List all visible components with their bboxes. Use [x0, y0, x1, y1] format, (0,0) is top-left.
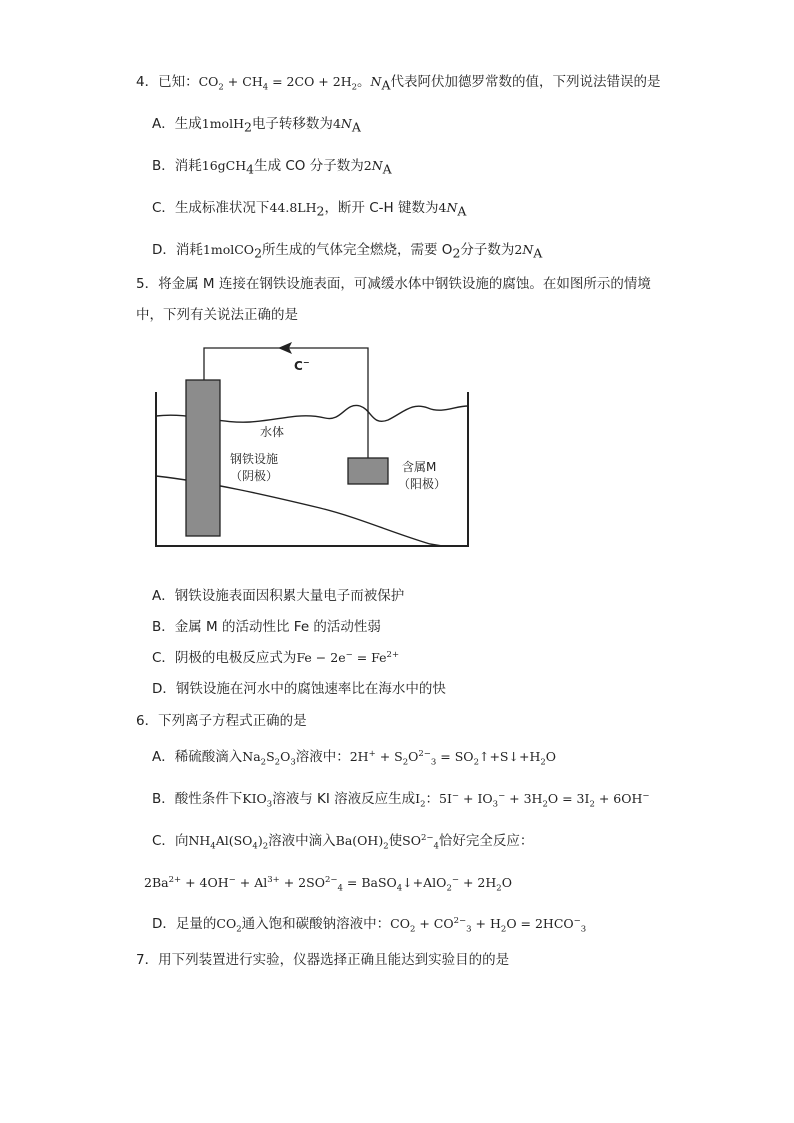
q5-option-b: B．金属 M 的活动性比 Fe 的活动性弱: [152, 619, 381, 635]
q4-option-b: B．消耗16gCH$_4$生成 CO 分子数为$2N_A$: [152, 158, 392, 177]
q6-option-d: D．足量的$CO_2$通入饱和碳酸钠溶液中：$CO_2 + CO^{2-}_3 + H_2O = 2HCO^-_3$: [152, 915, 587, 935]
q4-stem: 4．已知：$CO_2 + CH_4 = 2CO + 2H_2$。$N_A$代表阿伏加德罗常数的值，下列说法错误的是: [136, 74, 661, 93]
water-label: 水体: [260, 425, 285, 439]
q4-option-c: C．生成标准状况下$44.8LH_2$，断开 C-H 键数为$4N_A$: [152, 200, 467, 219]
q5-option-d: D．钢铁设施在河水中的腐蚀速率比在海水中的快: [152, 681, 446, 697]
q7-stem: 7．用下列装置进行实验，仪器选择正确且能达到实验目的的是: [136, 952, 510, 968]
connecting-wire: [204, 348, 368, 458]
metal-label: 含属M: [402, 460, 437, 474]
arrow-label: C−: [294, 358, 310, 373]
q4-option-a: A．生成1molH$_2$电子转移数为$4N_A$: [152, 116, 361, 135]
q6-option-a: A．稀硫酸滴入$Na_2S_2O_3$溶液中：$2H^+ + S_2O^{2-}_3$ = $SO_2↑+S↓+H_2O$: [152, 748, 557, 768]
metal-m-electrode: [348, 458, 388, 484]
q6-option-c: C．向$NH_4Al(SO_4)_2$溶液中滴入$Ba(OH)_2$使$SO^{2-}_4$恰好完全反应：: [152, 832, 534, 852]
metal-sub-label: （阳极）: [398, 477, 447, 491]
q5-option-c: C．阴极的电极反应式为$Fe - 2e^- = Fe^{2+}$: [152, 649, 400, 666]
q5-option-a: A．钢铁设施表面因积累大量电子而被保护: [152, 588, 405, 604]
steel-sub-label: （阴极）: [230, 469, 279, 483]
q5-stem-line2: 中，下列有关说法正确的是: [136, 307, 298, 323]
q6-option-b: B．酸性条件下$KIO_3$溶液与 KI 溶液反应生成$I_2$：$5I^- + IO_3^- + 3H_2O = 3I_2 + 6OH^-$: [152, 790, 650, 810]
corrosion-diagram: [150, 336, 480, 556]
q4-option-d: D．消耗1molCO$_2$所生成的气体完全燃烧，需要 $O_2$分子数为$2N_A$: [152, 242, 543, 261]
steel-label: 钢铁设施: [230, 452, 279, 466]
steel-electrode: [186, 380, 220, 536]
q5-stem-line1: 5．将金属 M 连接在钢铁设施表面，可减缓水体中钢铁设施的腐蚀。在如图所示的情境: [136, 276, 651, 292]
q6-option-c-equation: $2Ba^{2+} + 4OH^- + Al^{3+} + 2SO^{2-}_4$ = BaSO$_4$↓+AlO$_2$− + $2H_2O$: [144, 874, 512, 894]
q6-stem: 6．下列离子方程式正确的是: [136, 713, 307, 729]
